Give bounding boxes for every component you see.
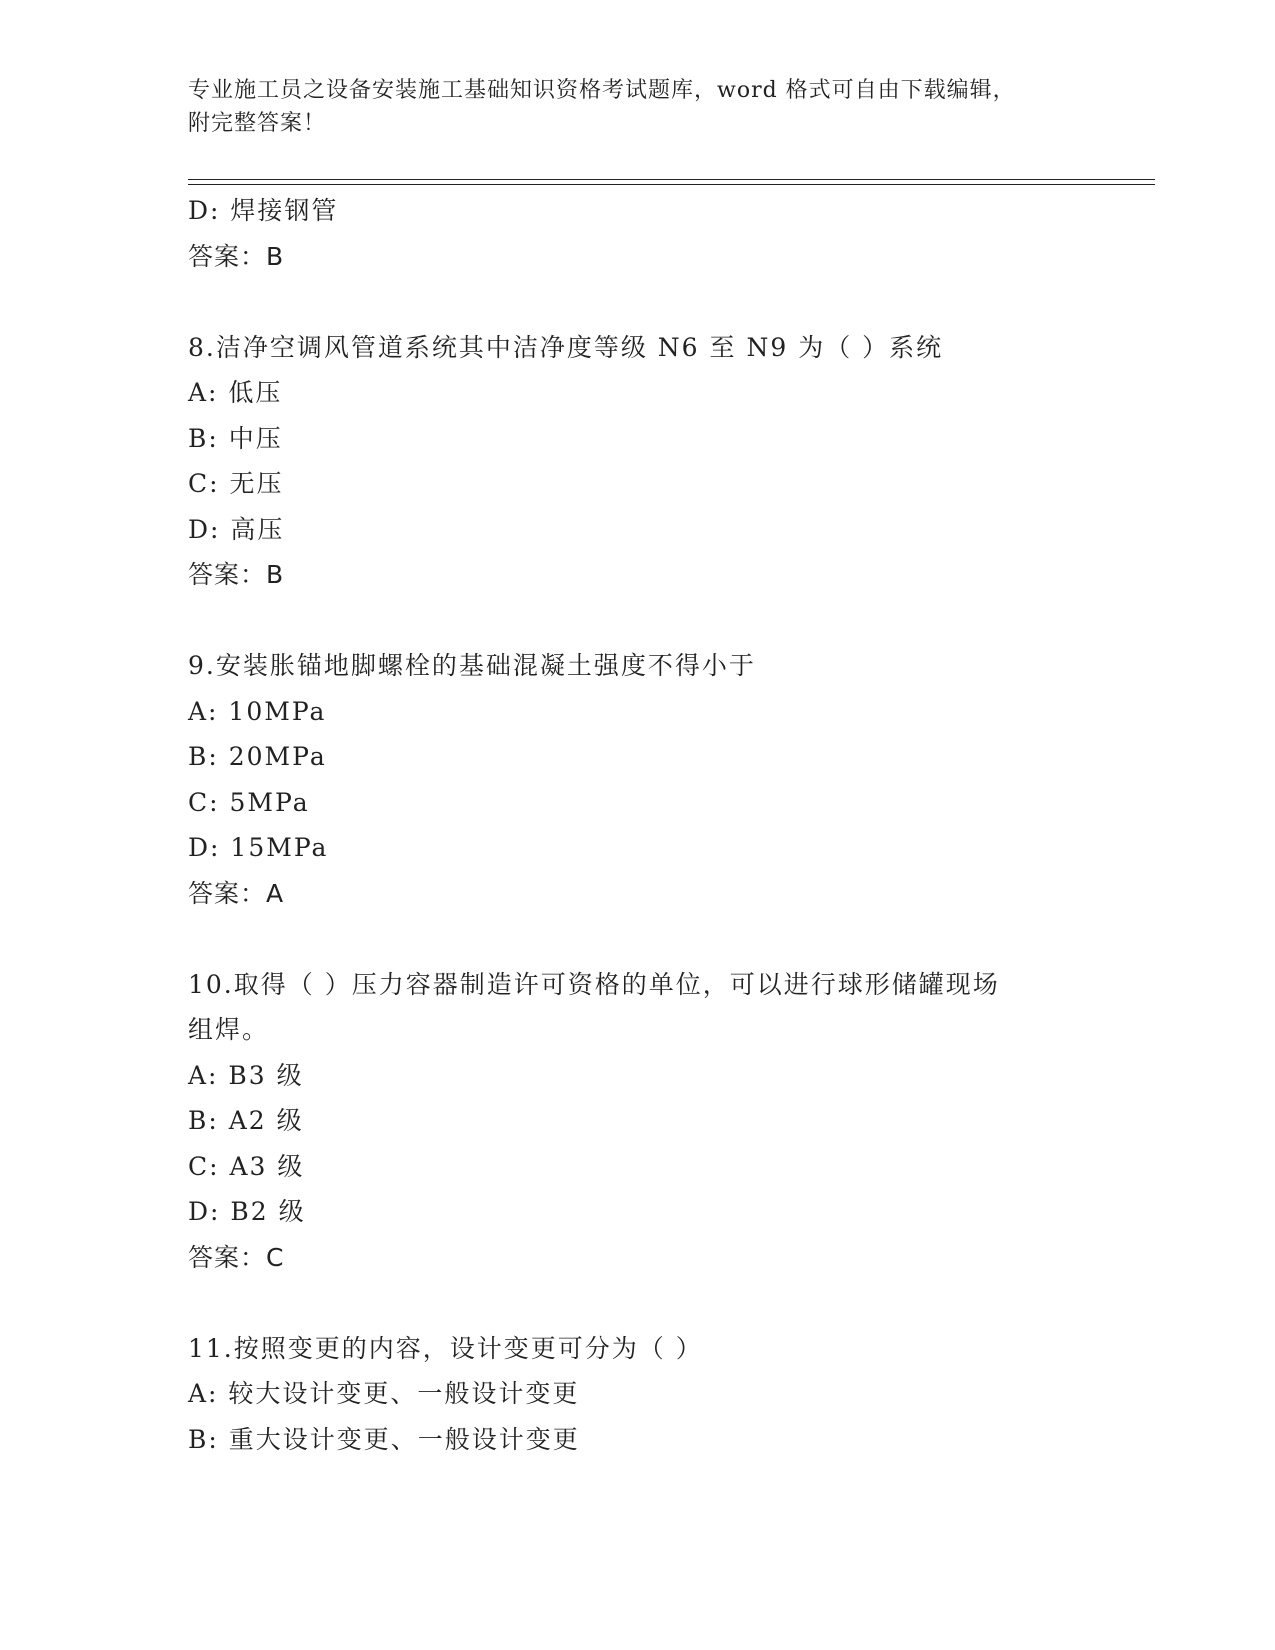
question-8 — [188, 325, 1148, 598]
option-a: A: 低压 — [188, 378, 283, 407]
option-b: B: A2 级 — [188, 1106, 304, 1135]
option-d: D: 15MPa — [188, 833, 329, 862]
spacer — [188, 279, 1148, 325]
question-10 — [188, 962, 1148, 1281]
answer-line: 答案：B — [188, 560, 285, 589]
answer-line: 答案：C — [188, 1242, 285, 1272]
question-11 — [188, 1326, 1148, 1463]
option-a: A: 10MPa — [188, 696, 327, 726]
option-c: C: A3 级 — [188, 1151, 305, 1181]
spacer — [188, 598, 1148, 644]
question-stem-line-1: 10.取得（ ）压力容器制造许可资格的单位，可以进行球形储罐现场 — [188, 969, 1000, 999]
header-line-2: 附完整答案！ — [188, 111, 327, 136]
answer-line: 答案：A — [188, 878, 285, 908]
option-a: A: B3 级 — [188, 1060, 304, 1090]
answer-line: 答案：B — [188, 241, 285, 271]
option-c: C: 5MPa — [188, 787, 310, 817]
question-7-fragment — [188, 188, 1148, 279]
option-b: B: 重大设计变更、一般设计变更 — [188, 1424, 580, 1454]
question-stem: 11.按照变更的内容，设计变更可分为（ ） — [188, 1333, 703, 1363]
option-c: C: 无压 — [188, 469, 284, 498]
header-divider-top — [188, 179, 1155, 180]
header-line-1: 专业施工员之设备安装施工基础知识资格考试题库，word 格式可自由下载编辑， — [188, 78, 1016, 103]
spacer — [188, 1280, 1148, 1326]
option-b: B: 中压 — [188, 423, 283, 453]
spacer — [188, 916, 1148, 962]
question-stem: 9.安装胀锚地脚螺栓的基础混凝土强度不得小于 — [188, 651, 756, 680]
document-header — [188, 74, 1088, 140]
option-a: A: 较大设计变更、一般设计变更 — [188, 1379, 580, 1408]
option-b: B: 20MPa — [188, 742, 327, 771]
question-9 — [188, 643, 1148, 916]
option-d: D: 高压 — [188, 514, 285, 544]
question-stem-line-2: 组焊。 — [188, 1015, 270, 1044]
document-body — [188, 188, 1148, 1462]
question-stem: 8.洁净空调风管道系统其中洁净度等级 N6 至 N9 为（ ）系统 — [188, 332, 944, 362]
option-d: D: 焊接钢管 — [188, 196, 339, 225]
option-d: D: B2 级 — [188, 1197, 306, 1226]
header-divider-bottom — [188, 184, 1155, 185]
